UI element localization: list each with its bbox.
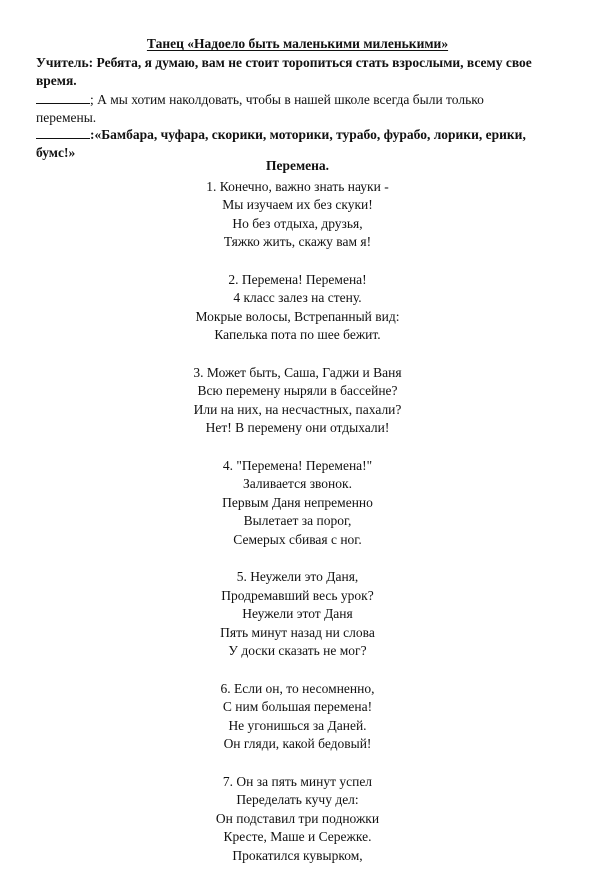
poem-line: Переделать кучу дел: [236, 792, 359, 808]
poem-line: Неужели этот Даня [242, 606, 353, 622]
stanza [0, 457, 595, 550]
stanza [0, 364, 595, 438]
poem-line: Не угонишься за Даней. [228, 717, 367, 733]
stanza [0, 568, 595, 661]
poem-line: Мы изучаем их без скуки! [222, 197, 373, 213]
poem-line: Он гляди, какой бедовый! [223, 736, 372, 752]
poem-line: Нет! В перемену они отдыхали! [205, 420, 390, 436]
poem-line: 4 класс залез на стену. [233, 290, 362, 306]
poem-line: Пять минут назад ни слова [220, 624, 375, 640]
poem-line: Первым Даня непременно [222, 494, 373, 510]
poem-line: Продремавший весь урок? [221, 587, 374, 603]
poem-line: Заливается звонок. [243, 476, 352, 492]
poem-line: У доски сказать не мог? [228, 643, 367, 659]
poem-line: С ним большая перемена! [222, 699, 373, 715]
poem-line: 5. Неужели это Даня, [236, 569, 359, 585]
teacher-line [36, 54, 566, 90]
teacher-label: Учитель: [36, 55, 94, 70]
poem-line: Кресте, Маше и Сережке. [223, 829, 372, 845]
poem [0, 157, 595, 884]
poem-line: 7. Он за пять минут успел [222, 773, 373, 789]
teacher-text: Ребята, я думаю, вам не стоит торопиться стать взрослыми, всему свое [96, 55, 532, 70]
students-line-1-cont: перемены. [36, 110, 97, 125]
name-blank [36, 91, 90, 104]
students-line-1 [36, 91, 566, 127]
poem-line: Но без отдыха, друзья, [232, 215, 363, 231]
document-title: Танец «Надоело быть маленькими миленькими» [146, 36, 449, 51]
teacher-text-cont: время. [36, 73, 77, 88]
stanza [0, 178, 595, 252]
stanza [0, 680, 595, 754]
poem-line: Семерых сбивая с ног. [233, 531, 362, 547]
students-line-1-text: ; А мы хотим наколдовать, чтобы в нашей школе всегда были только [90, 92, 484, 107]
poem-line: 6. Если он, то несомненно, [220, 680, 375, 696]
poem-line: 3. Может быть, Саша, Гаджи и Ваня [193, 364, 402, 380]
stanza [0, 271, 595, 345]
poem-line: 4. "Перемена! Перемена!" [222, 457, 373, 473]
poem-heading: Перемена. [265, 158, 330, 173]
poem-stanzas [0, 178, 595, 866]
poem-line: Он подставил три подножки [215, 810, 380, 826]
name-blank [36, 126, 90, 139]
poem-line: 2. Перемена! Перемена! [228, 271, 367, 287]
stanza [0, 773, 595, 866]
poem-line: Прокатился кувырком, [232, 847, 363, 863]
poem-line: Всю перемену ныряли в бассейне? [197, 383, 398, 399]
poem-line: Или на них, на несчастных, пахали? [193, 401, 402, 417]
poem-line: Капелька пота по шее бежит. [214, 327, 381, 343]
students-line-2-cont: бумс!» [36, 145, 76, 160]
poem-line: Мокрые волосы, Встрепанный вид: [195, 308, 400, 324]
poem-line: 1. Конечно, важно знать науки - [206, 178, 389, 194]
poem-line: Тяжко жить, скажу вам я! [223, 234, 372, 250]
poem-line: Вылетает за порог, [243, 513, 352, 529]
students-line-2-text: :«Бамбара, чуфара, скорики, моторики, турабо, фурабо, лорики, ерики, [90, 127, 526, 142]
